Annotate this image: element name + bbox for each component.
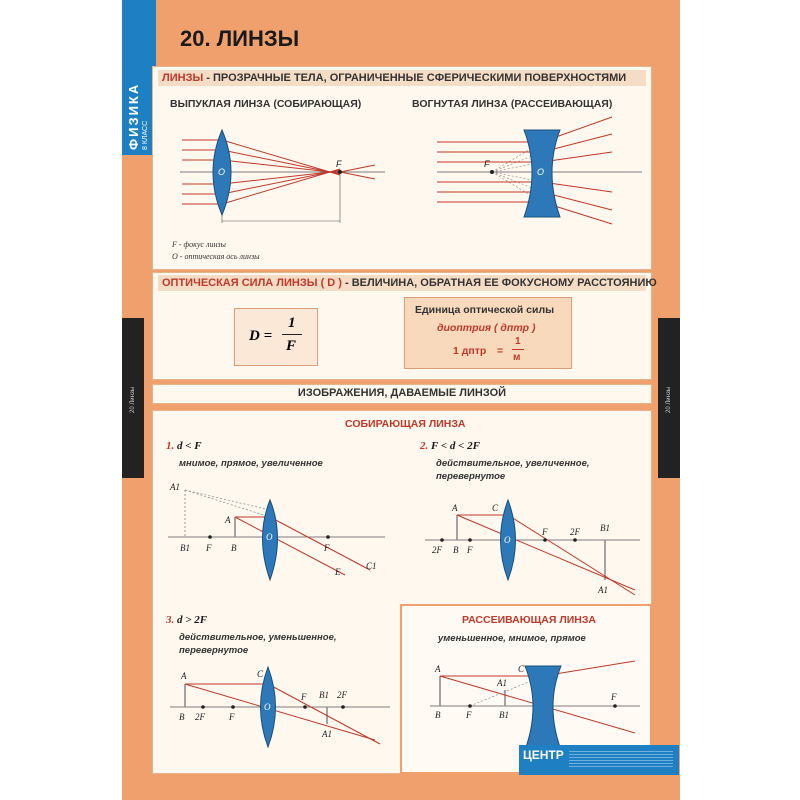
converging-title: СОБИРАЮЩАЯ ЛИНЗА xyxy=(345,418,466,430)
case3-heading xyxy=(166,614,207,626)
case2-label-a1: A1 xyxy=(598,585,608,595)
div-label-c: C xyxy=(518,664,525,674)
div-label-a1: A1 xyxy=(497,678,507,688)
legend-axis: O - оптическая ось линзы xyxy=(172,252,260,261)
case3-number: 3. xyxy=(166,614,175,626)
case3-label-b: B xyxy=(179,712,185,722)
right-dark-tab xyxy=(658,318,680,478)
case1-label-f2: F xyxy=(324,543,330,553)
images-band-label: ИЗОБРАЖЕНИЯ, ДАВАЕМЫЕ ЛИНЗОЙ xyxy=(297,387,507,399)
publisher-name: ЦЕНТР xyxy=(523,748,564,762)
images-band xyxy=(152,384,652,404)
concave-title: ВОГНУТАЯ ЛИНЗА (РАССЕИВАЮЩАЯ) xyxy=(412,98,613,110)
case1-label-b: B xyxy=(231,543,237,553)
case1-condition: d < F xyxy=(177,440,202,452)
legend-focus: F - фокус линзы xyxy=(172,240,226,249)
subject-label: ФИЗИКА xyxy=(126,82,141,150)
publisher-logo xyxy=(519,745,679,775)
formula-denominator: F xyxy=(286,338,297,354)
div-label-b1: B1 xyxy=(499,710,509,720)
grade-label: 8 КЛАСС xyxy=(142,120,149,150)
case3-label-f4: F xyxy=(229,712,235,722)
page-title: 20. ЛИНЗЫ xyxy=(180,26,300,51)
case2-label-c: C xyxy=(492,503,499,513)
case1-label-e: E xyxy=(335,567,341,577)
case1-label-o: O xyxy=(266,532,273,542)
case3-condition: d > 2F xyxy=(177,614,208,626)
case2-label-a: A xyxy=(452,503,458,513)
div-label-a: A xyxy=(435,664,441,674)
case1-label-b1: B1 xyxy=(180,543,190,553)
power-band xyxy=(158,275,657,291)
case2-label-f1: F xyxy=(542,527,548,537)
unit-title: Единица оптической силы xyxy=(415,304,555,316)
case1-label-f1: F xyxy=(206,543,212,553)
formula-lhs: D = xyxy=(249,328,273,344)
case1-label-a1: A1 xyxy=(170,482,180,492)
case2-description: действительное, увеличенное, перевернутое xyxy=(436,458,590,482)
convex-o-label: O xyxy=(218,167,226,177)
case3-diagram xyxy=(165,662,395,767)
case2-heading xyxy=(420,440,480,452)
case3-label-a1: A1 xyxy=(322,729,332,739)
div-label-f2: F xyxy=(611,692,617,702)
definition-text: - ПРОЗРАЧНЫЕ ТЕЛА, ОГРАНИЧЕННЫЕ СФЕРИЧЕСКИМИ ПОВЕРХНОСТЯМИ xyxy=(203,72,627,84)
convex-f-label: F xyxy=(336,159,342,169)
definition-band xyxy=(158,70,646,86)
case3-label-o: O xyxy=(264,702,271,712)
case1-number: 1. xyxy=(166,440,175,452)
convex-title: ВЫПУКЛАЯ ЛИНЗА (СОБИРАЮЩАЯ) xyxy=(170,98,362,110)
unit-fraction-bar xyxy=(512,349,524,350)
power-text: - ВЕЛИЧИНА, ОБРАТНАЯ ЕЕ ФОКУСНОМУ РАССТОЯНИЮ xyxy=(341,277,657,289)
formula-fraction-bar xyxy=(282,334,302,335)
unit-num: 1 xyxy=(515,336,521,347)
diverging-description: уменьшенное, мнимое, прямое xyxy=(438,633,586,644)
left-dark-tab xyxy=(122,318,144,478)
unit-name: диоптрия ( дптр ) xyxy=(437,322,536,334)
case2-label-o: O xyxy=(504,535,511,545)
case3-description: действительное, уменьшенное, перевернутое xyxy=(179,632,337,656)
case3-label-a: A xyxy=(181,671,187,681)
case2-label-b1: B1 xyxy=(600,523,610,533)
concave-lens-diagram xyxy=(432,112,647,227)
div-label-b: B xyxy=(435,710,441,720)
subject-tab xyxy=(122,0,156,155)
concave-f-label: F xyxy=(484,159,490,169)
case1-diagram xyxy=(160,475,390,585)
case3-label-b1: B1 xyxy=(319,690,329,700)
case3-label-c: C xyxy=(257,669,264,679)
case1-description: мнимое, прямое, увеличенное xyxy=(179,458,323,469)
formula-box xyxy=(234,308,318,366)
case3-label-f2: 2F xyxy=(337,690,347,700)
case2-label-f3: 2F xyxy=(432,545,442,555)
case2-condition: F < d < 2F xyxy=(431,440,481,452)
case3-label-f3: 2F xyxy=(195,712,205,722)
case1-label-c1: C1 xyxy=(366,561,377,571)
unit-eq: = xyxy=(497,345,504,357)
definition-term: ЛИНЗЫ xyxy=(162,72,204,84)
diverging-title: РАССЕИВАЮЩАЯ ЛИНЗА xyxy=(462,614,596,626)
case3-label-f1: F xyxy=(301,692,307,702)
unit-lhs: 1 дптр xyxy=(453,345,487,357)
left-tab-label: 20 Линзы xyxy=(130,386,136,413)
case2-diagram xyxy=(420,495,645,605)
unit-box xyxy=(404,297,572,369)
unit-den: м xyxy=(513,352,521,363)
case1-label-a: A xyxy=(225,515,231,525)
publisher-fine-print xyxy=(569,749,673,769)
concave-o-label: O xyxy=(537,167,545,177)
case2-number: 2. xyxy=(420,440,429,452)
formula-numerator: 1 xyxy=(288,315,296,331)
case2-label-f4: F xyxy=(467,545,473,555)
case2-label-b: B xyxy=(453,545,459,555)
div-label-f1: F xyxy=(466,710,472,720)
convex-lens-diagram xyxy=(160,115,390,230)
case1-heading xyxy=(166,440,202,452)
right-tab-label: 20 Линзы xyxy=(666,386,672,413)
power-term: ОПТИЧЕСКАЯ СИЛА ЛИНЗЫ ( D ) xyxy=(162,277,342,289)
case2-label-f2: 2F xyxy=(570,527,580,537)
